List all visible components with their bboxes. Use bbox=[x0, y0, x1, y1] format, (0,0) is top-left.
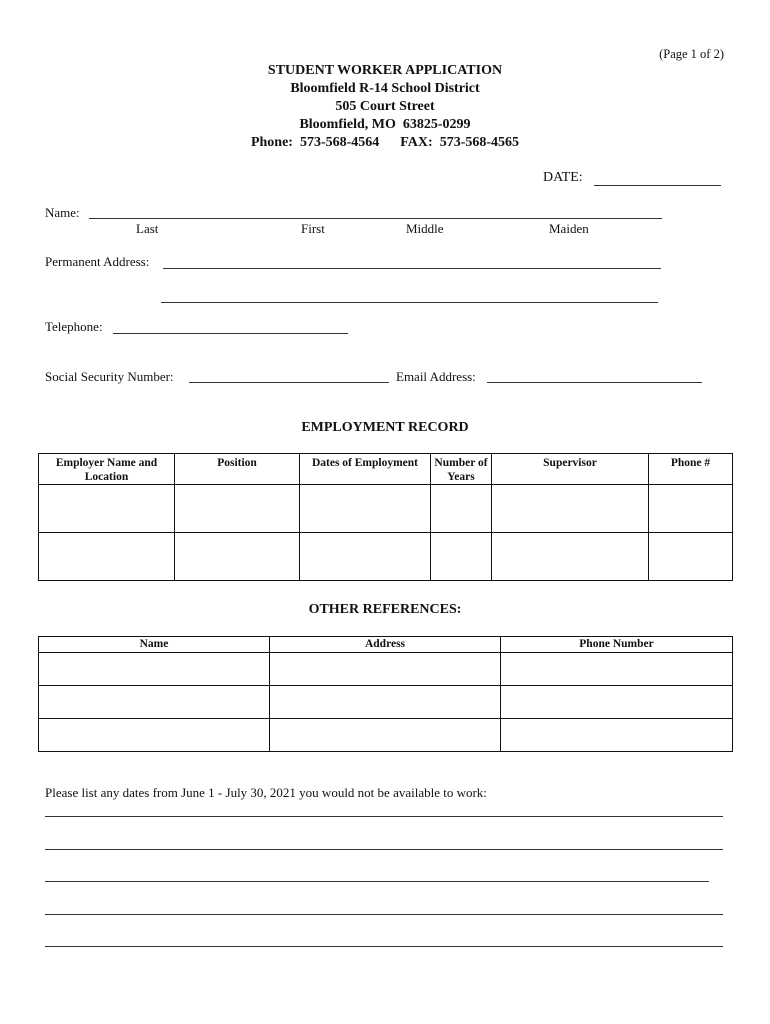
ssn-field[interactable] bbox=[189, 382, 389, 383]
table-cell[interactable] bbox=[39, 533, 175, 581]
date-field[interactable] bbox=[594, 185, 721, 186]
table-cell[interactable] bbox=[39, 719, 270, 752]
ssn-label: Social Security Number: bbox=[45, 369, 174, 384]
availability-prompt: Please list any dates from June 1 - July 30, 2021 you would not be available to work: bbox=[45, 785, 487, 800]
table-cell[interactable] bbox=[270, 653, 501, 686]
availability-line-1[interactable] bbox=[45, 816, 723, 817]
address-field-line-2[interactable] bbox=[161, 302, 658, 303]
email-field[interactable] bbox=[487, 382, 702, 383]
col-ref-phone: Phone Number bbox=[501, 637, 733, 653]
email-label: Email Address: bbox=[396, 369, 476, 384]
table-cell[interactable] bbox=[431, 485, 492, 533]
table-row bbox=[39, 485, 733, 533]
table-cell[interactable] bbox=[39, 653, 270, 686]
letterhead bbox=[0, 62, 770, 152]
telephone-label: Telephone: bbox=[45, 319, 103, 334]
col-position: Position bbox=[175, 454, 300, 485]
district-name: Bloomfield R-14 School District bbox=[290, 81, 480, 96]
name-part-first: First bbox=[301, 221, 325, 236]
telephone-field[interactable] bbox=[113, 333, 348, 334]
col-phone: Phone # bbox=[649, 454, 733, 485]
table-cell[interactable] bbox=[39, 485, 175, 533]
availability-line-3[interactable] bbox=[45, 881, 709, 882]
table-cell[interactable] bbox=[501, 686, 733, 719]
name-label: Name: bbox=[45, 205, 80, 220]
employment-record-title: EMPLOYMENT RECORD bbox=[301, 420, 469, 435]
references-table bbox=[38, 636, 733, 752]
employment-header-row bbox=[39, 454, 733, 485]
table-cell[interactable] bbox=[492, 485, 649, 533]
availability-line-4[interactable] bbox=[45, 914, 723, 915]
address-label: Permanent Address: bbox=[45, 254, 150, 269]
phone-fax: Phone: 573-568-4564 FAX: 573-568-4565 bbox=[250, 135, 520, 150]
name-part-last: Last bbox=[136, 221, 159, 236]
table-row bbox=[39, 533, 733, 581]
table-cell[interactable] bbox=[649, 485, 733, 533]
page-indicator: (Page 1 of 2) bbox=[659, 47, 724, 61]
col-ref-name: Name bbox=[39, 637, 270, 653]
table-cell[interactable] bbox=[270, 686, 501, 719]
col-dates: Dates of Employment bbox=[300, 454, 431, 485]
name-field[interactable] bbox=[89, 218, 662, 219]
table-cell[interactable] bbox=[431, 533, 492, 581]
table-cell[interactable] bbox=[175, 533, 300, 581]
col-ref-address: Address bbox=[270, 637, 501, 653]
other-references-title: OTHER REFERENCES: bbox=[308, 602, 462, 617]
col-supervisor: Supervisor bbox=[492, 454, 649, 485]
availability-line-5[interactable] bbox=[45, 946, 723, 947]
table-cell[interactable] bbox=[492, 533, 649, 581]
table-cell[interactable] bbox=[649, 533, 733, 581]
col-years: Number of Years bbox=[431, 454, 492, 485]
name-part-maiden: Maiden bbox=[549, 221, 589, 236]
table-cell[interactable] bbox=[175, 485, 300, 533]
references-header-row bbox=[39, 637, 733, 653]
date-label: DATE: bbox=[543, 170, 583, 185]
table-row bbox=[39, 686, 733, 719]
table-row bbox=[39, 719, 733, 752]
employment-table bbox=[38, 453, 733, 581]
table-cell[interactable] bbox=[300, 533, 431, 581]
table-cell[interactable] bbox=[39, 686, 270, 719]
col-employer: Employer Name and Location bbox=[39, 454, 175, 485]
availability-line-2[interactable] bbox=[45, 849, 723, 850]
name-part-middle: Middle bbox=[406, 221, 444, 236]
table-cell[interactable] bbox=[501, 719, 733, 752]
form-title: STUDENT WORKER APPLICATION bbox=[267, 63, 503, 78]
table-cell[interactable] bbox=[501, 653, 733, 686]
table-cell[interactable] bbox=[270, 719, 501, 752]
table-cell[interactable] bbox=[300, 485, 431, 533]
street-address: 505 Court Street bbox=[335, 99, 435, 114]
city-state-zip: Bloomfield, MO 63825-0299 bbox=[299, 117, 471, 132]
address-field-line-1[interactable] bbox=[163, 268, 661, 269]
table-row bbox=[39, 653, 733, 686]
